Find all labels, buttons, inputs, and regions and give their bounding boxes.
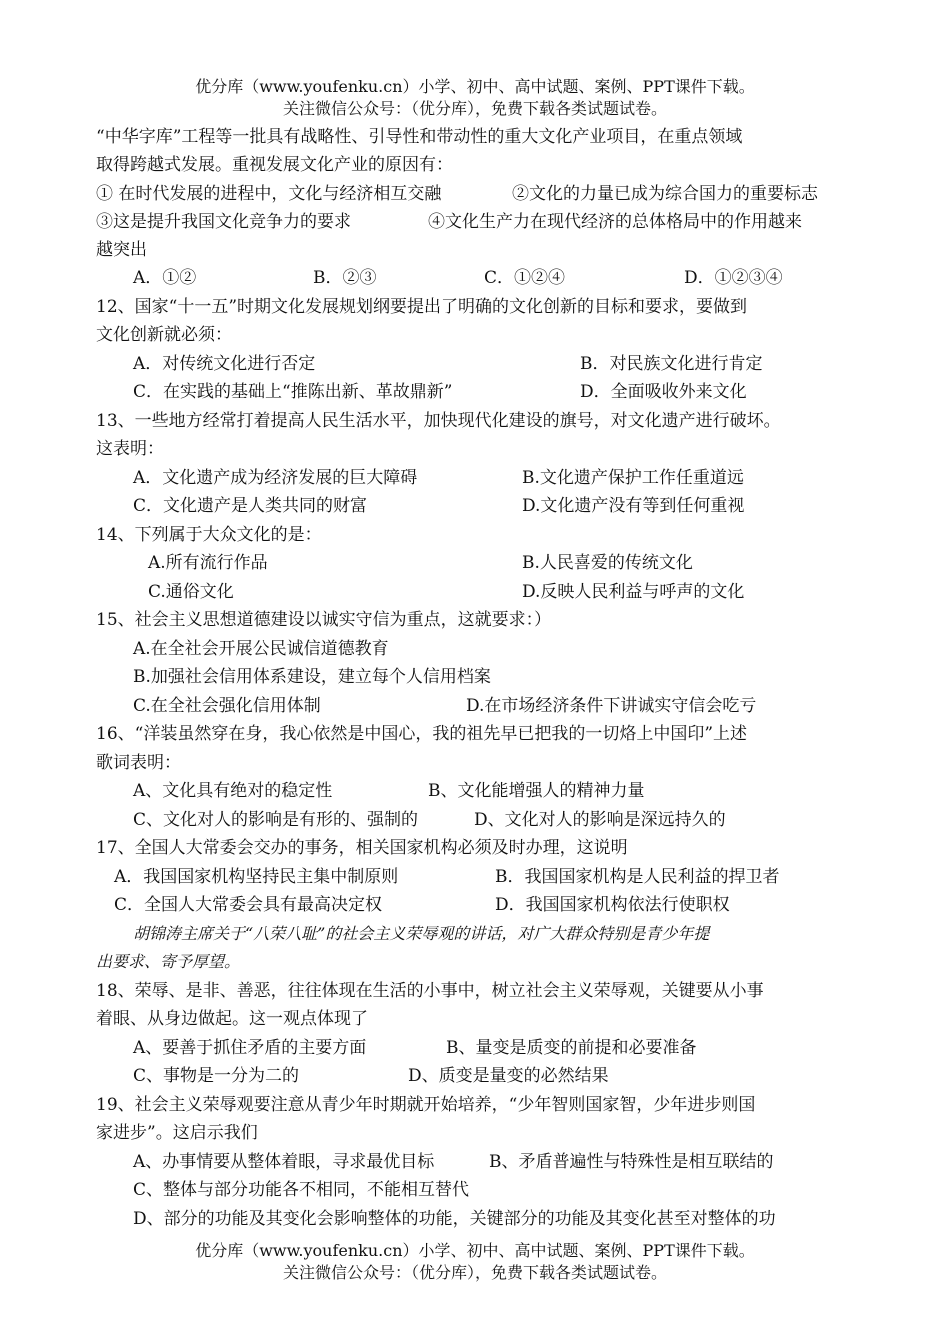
q12-stem-2: 文化创新就必须： xyxy=(96,325,232,345)
q17-stem: 17、全国人大常委会交办的事务，相关国家机构必须及时办理，这说明 xyxy=(96,838,628,858)
q11-option-c: C．①②④ xyxy=(484,268,566,288)
q12-option-a: A．对传统文化进行否定 xyxy=(133,354,316,374)
q13-option-d: D.文化遗产没有等到任何重视 xyxy=(522,496,745,516)
q12-stem-1: 12、国家“十一五”时期文化发展规划纲要提出了明确的文化创新的目标和要求，要做到 xyxy=(96,297,748,317)
q16-stem-2: 歌词表明： xyxy=(96,753,181,773)
q19-stem-1: 19、社会主义荣辱观要注意从青少年时期就开始培养，“少年智则国家智，少年进步则国 xyxy=(96,1095,756,1115)
q16-option-c: C、文化对人的影响是有形的、强制的 xyxy=(133,810,419,830)
q13-option-b: B.文化遗产保护工作任重道远 xyxy=(522,468,744,488)
header-line-1: 优分库（www.youfenku.cn）小学、初中、高中试题、案例、PPT课件下载。 xyxy=(195,77,755,96)
q14-stem: 14、下列属于大众文化的是： xyxy=(96,525,322,545)
q11-statement-2: ②文化的力量已成为综合国力的重要标志 xyxy=(512,184,818,204)
q13-stem-1: 13、一些地方经常打着提高人民生活水平，加快现代化建设的旗号，对文化遗产进行破坏。 xyxy=(96,411,781,431)
q18-option-c: C、事物是一分为二的 xyxy=(133,1066,300,1086)
q16-option-b: B、文化能增强人的精神力量 xyxy=(428,781,645,801)
q15-stem: 15、社会主义思想道德建设以诚实守信为重点，这就要求：） xyxy=(96,610,552,630)
q16-stem-1: 16、“洋装虽然穿在身，我心依然是中国心，我的祖先早已把我的一切烙上中国印”上述 xyxy=(96,724,748,744)
q14-option-b: B.人民喜爱的传统文化 xyxy=(522,553,693,573)
q17-option-d: D．我国国家机构依法行使职权 xyxy=(495,895,730,915)
q14-option-d: D.反映人民利益与呼声的文化 xyxy=(522,582,745,602)
q11-statement-1: ① 在时代发展的进程中，文化与经济相互交融 xyxy=(96,184,442,204)
q15-option-b: B.加强社会信用体系建设，建立每个人信用档案 xyxy=(133,667,491,687)
q13-option-a: A．文化遗产成为经济发展的巨大障碍 xyxy=(133,468,418,488)
q18-stem-1: 18、荣辱、是非、善恶，往往体现在生活的小事中，树立社会主义荣辱观，关键要从小事 xyxy=(96,981,764,1001)
q11-stem-2: 取得跨越式发展。重视发展文化产业的原因有： xyxy=(96,155,453,175)
q16-option-d: D、文化对人的影响是深远持久的 xyxy=(474,810,726,830)
q18-option-d: D、质变是量变的必然结果 xyxy=(408,1066,609,1086)
intro-line-1: 胡锦涛主席关于“八荣八耻”的社会主义荣辱观的讲话，对广大群众特别是青少年提 xyxy=(133,924,710,943)
q17-option-a: A．我国国家机构坚持民主集中制原则 xyxy=(114,867,399,887)
q18-stem-2: 着眼、从身边做起。这一观点体现了 xyxy=(96,1009,368,1029)
q15-option-c: C.在全社会强化信用体制 xyxy=(133,696,321,716)
q11-stem-1: “中华字库”工程等一批具有战略性、引导性和带动性的重大文化产业项目，在重点领域 xyxy=(96,127,743,147)
q11-statement-4: ④文化生产力在现代经济的总体格局中的作用越来 xyxy=(428,212,802,232)
q19-option-b: B、矛盾普遍性与特殊性是相互联结的 xyxy=(489,1152,774,1172)
q13-option-c: C．文化遗产是人类共同的财富 xyxy=(133,496,368,516)
q11-option-a: A．①② xyxy=(133,268,197,288)
q17-option-b: B．我国国家机构是人民利益的捍卫者 xyxy=(495,867,780,887)
q17-option-c: C．全国人大常委会具有最高决定权 xyxy=(114,895,383,915)
q19-option-a: A、办事情要从整体着眼，寻求最优目标 xyxy=(133,1152,435,1172)
footer-line-2: 关注微信公众号：（优分库），免费下载各类试题试卷。 xyxy=(282,1263,667,1282)
q11-option-d: D．①②③④ xyxy=(684,268,783,288)
q19-option-c: C、整体与部分功能各不相同，不能相互替代 xyxy=(133,1180,470,1200)
q14-option-a: A.所有流行作品 xyxy=(148,553,268,573)
q13-stem-2: 这表明： xyxy=(96,439,164,459)
q14-option-c: C.通俗文化 xyxy=(148,582,234,602)
q19-stem-2: 家进步”。这启示我们 xyxy=(96,1123,258,1143)
q12-option-d: D．全面吸收外来文化 xyxy=(580,382,747,402)
q11-option-b: B．②③ xyxy=(313,268,377,288)
q11-statement-4-cont: 越突出 xyxy=(96,240,147,260)
q16-option-a: A、文化具有绝对的稳定性 xyxy=(133,781,333,801)
q12-option-b: B．对民族文化进行肯定 xyxy=(580,354,763,374)
q19-option-d: D、部分的功能及其变化会影响整体的功能，关键部分的功能及其变化甚至对整体的功 xyxy=(133,1209,776,1229)
q15-option-a: A.在全社会开展公民诚信道德教育 xyxy=(133,639,389,659)
q15-option-d: D.在市场经济条件下讲诚实守信会吃亏 xyxy=(466,696,757,716)
intro-line-2: 出要求、寄予厚望。 xyxy=(96,952,241,971)
q18-option-b: B、量变是质变的前提和必要准备 xyxy=(446,1038,697,1058)
q18-option-a: A、要善于抓住矛盾的主要方面 xyxy=(133,1038,367,1058)
q11-statement-3: ③这是提升我国文化竞争力的要求 xyxy=(96,212,351,232)
header-line-2: 关注微信公众号：（优分库），免费下载各类试题试卷。 xyxy=(282,99,667,118)
footer-line-1: 优分库（www.youfenku.cn）小学、初中、高中试题、案例、PPT课件下载。 xyxy=(195,1241,755,1260)
q12-option-c: C．在实践的基础上“推陈出新、革故鼎新” xyxy=(133,382,453,402)
